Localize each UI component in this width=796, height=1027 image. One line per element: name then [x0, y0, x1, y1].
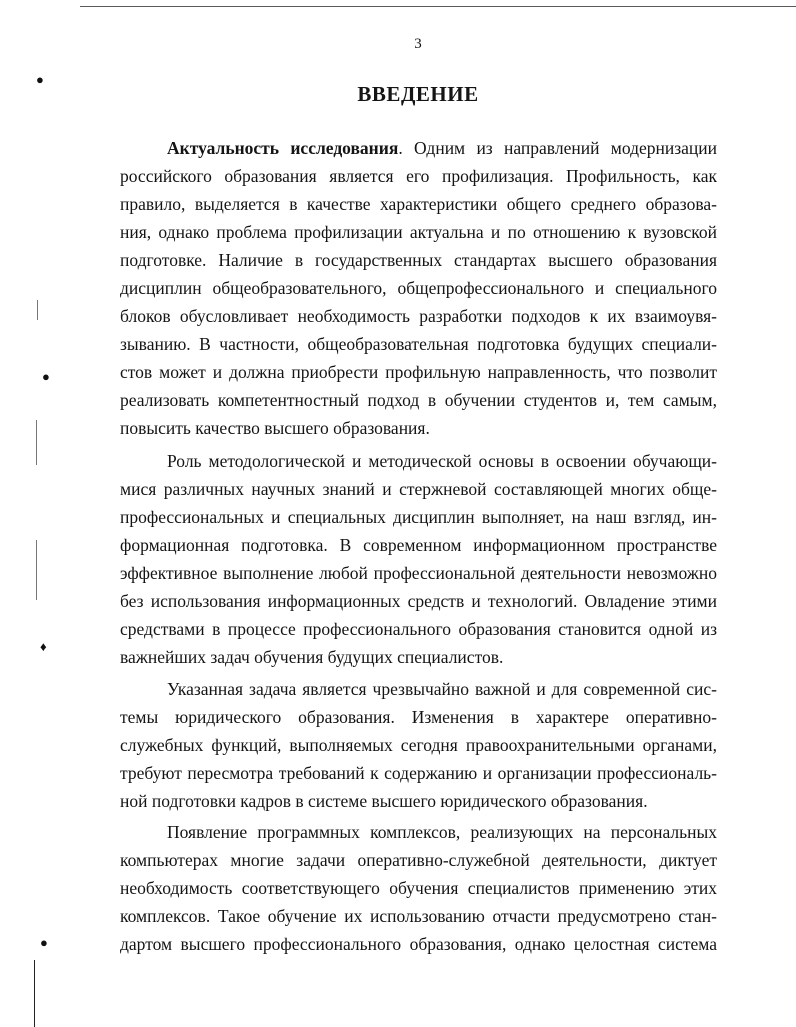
- binding-hole-icon: ♦: [40, 639, 47, 654]
- text-line: комплексов. Такое обучение их использованию отчасти предусмотрено стан-: [120, 906, 717, 926]
- text-line: требуют пересмотра требований к содержанию и организации профессиональ-: [120, 763, 717, 783]
- binding-hole-icon: ●: [40, 935, 48, 950]
- text-line: зыванию. В частности, общеобразовательная подготовка будущих специали-: [120, 334, 717, 354]
- text-line: дартом высшего профессионального образования, однако целостная система: [120, 934, 717, 954]
- binding-hole-icon: ●: [36, 72, 44, 87]
- text-line: Указанная задача является чрезвычайно важной и для современной сис-: [167, 679, 717, 699]
- margin-line: [36, 420, 37, 465]
- bold-lead: Актуальность исследования: [167, 138, 399, 158]
- top-border-line: [80, 6, 796, 7]
- text-line: ной подготовки кадров в системе высшего юридического образования.: [120, 791, 648, 811]
- text-line: без использования информационных средств и технологий. Овладение этими: [120, 591, 717, 611]
- text-line: Появление программных комплексов, реализующих на персональных: [167, 822, 717, 842]
- text-line: мися различных научных знаний и стержневой составляющей многих обще-: [120, 479, 717, 499]
- text-line: российского образования является его профилизация. Профильность, как: [120, 166, 717, 186]
- text-line: ния, однако проблема профилизации актуальна и по отношению к вузовской: [120, 222, 717, 242]
- text-line: подготовке. Наличие в государственных стандартах высшего образования: [120, 250, 717, 270]
- text-line: дисциплин общеобразовательного, общепрофессионального и специального: [120, 278, 717, 298]
- margin-line: [37, 300, 38, 320]
- text-line: необходимость соответствующего обучения специалистов применению этих: [120, 878, 717, 898]
- text-line: важнейших задач обучения будущих специалистов.: [120, 647, 504, 667]
- text-line: повысить качество высшего образования.: [120, 418, 430, 438]
- text-line: средствами в процессе профессионального образования становится одной из: [120, 619, 717, 639]
- margin-line: [34, 960, 35, 1027]
- text-line: реализовать компетентностный подход в обучении студентов и, тем самым,: [120, 390, 717, 410]
- text-line: Роль методологической и методической основы в освоении обучающи-: [167, 451, 717, 471]
- text-line: служебных функций, выполняемых сегодня правоохранительными органами,: [120, 735, 717, 755]
- margin-line: [36, 540, 37, 600]
- text-line: компьютерах многие задачи оперативно-служебной деятельности, диктует: [120, 850, 717, 870]
- text-line: стов может и должна приобрести профильную направленность, что позволит: [120, 362, 717, 382]
- text-line: эффективное выполнение любой профессиональной деятельности невозможно: [120, 563, 717, 583]
- text-line: профессиональных и специальных дисциплин выполняет, на наш взгляд, ин-: [120, 507, 717, 527]
- text-line: блоков обусловливает необходимость разработки подходов к их взаимоувя-: [120, 306, 717, 326]
- text-line: правило, выделяется в качестве характеристики общего среднего образова-: [120, 194, 717, 214]
- section-title: ВВЕДЕНИЕ: [357, 82, 479, 106]
- text-line: Актуальность исследования. Одним из направлений модернизации: [167, 138, 717, 158]
- page-number: 3: [414, 36, 422, 52]
- binding-hole-icon: ●: [42, 369, 50, 384]
- text-line: темы юридического образования. Изменения в характере оперативно-: [120, 707, 717, 727]
- text-line: формационная подготовка. В современном информационном пространстве: [120, 535, 717, 555]
